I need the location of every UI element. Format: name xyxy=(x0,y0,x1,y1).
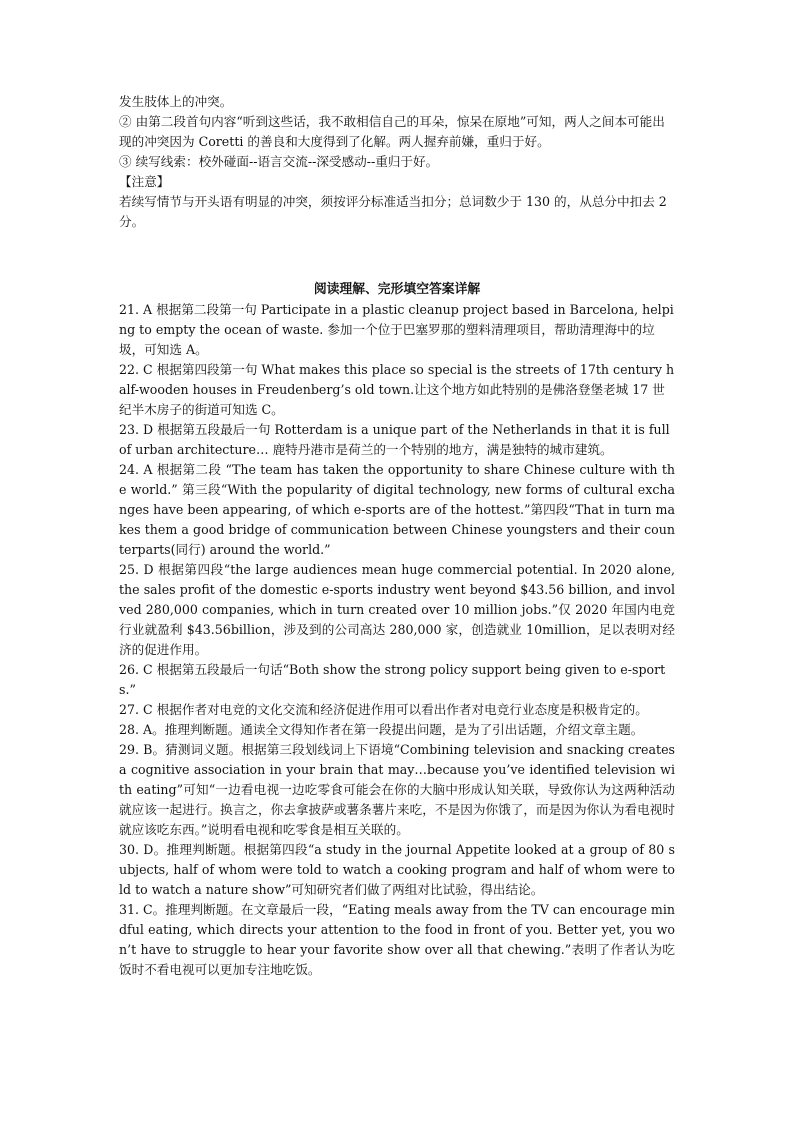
analysis-point-2: ② 由第二段首句内容“听到这些话，我不敢相信自己的耳朵，惊呆在原地”可知，两人之间本可能出现的冲突因为 Coretti 的善良和大度得到了化解。两人握弃前嫌，重归于好。 xyxy=(119,114,665,149)
analysis-point-3: ③ 续写线索：校外碰面--语言交流--深受感动--重归于好。 xyxy=(119,154,439,169)
answer-item-21: 21. A 根据第二段第一句 Participate in a plastic cleanup project based in Barcelona, helping to empty the ocean of waste. 参加一个位于巴塞罗那的塑料清理项目，帮助清理海中的垃圾，可知选 A。 xyxy=(119,302,674,357)
answers-section-title: 阅读理解、完形填空答案详解 xyxy=(313,282,481,297)
answer-item-28: 28. A。推理判断题。通读全文得知作者在第一段提出问题，是为了引出话题，介绍文章主题。 xyxy=(119,722,644,737)
note-text: 若续写情节与开头语有明显的冲突，须按评分标准适当扣分；总词数少于 130 的，从总分中扣去 2分。 xyxy=(119,194,667,229)
note-heading: 【注意】 xyxy=(119,174,170,189)
answer-item-30: 30. D。推理判断题。根据第四段“a study in the journal Appetite looked at a group of 80 subjects, half of whom were told to watch a cooking program and half of whom were told to watch a nature show”可知研究者们做了两组对比试验，得出结论。 xyxy=(119,842,675,897)
answer-item-24: 24. A 根据第二段 “The team has taken the opportunity to share Chinese culture with the world.” 第三段“With the popularity of digital technology, new forms of cultural exchanges have been appearing, of which e-sports are of the hottest.”第四段“That in turn makes them a good bridge of communication between Chinese youngsters and their counterparts(同行) around the world.” xyxy=(119,462,675,557)
document-page xyxy=(119,92,675,980)
continued-line: 发生肢体上的冲突。 xyxy=(119,94,233,109)
answer-item-23: 23. D 根据第五段最后一句 Rotterdam is a unique part of the Netherlands in that it is full of urban architecture… 鹿特丹港市是荷兰的一个特别的地方，满是独特的城市建筑。 xyxy=(119,422,670,457)
answer-item-26: 26. C 根据第五段最后一句话“Both show the strong policy support being given to e-sports.” xyxy=(119,662,666,697)
essay-analysis-section xyxy=(119,92,675,232)
answer-item-29: 29. B。猜测词义题。根据第三段划线词上下语境“Combining television and snacking creates a cognitive association in your brain that may…because you’ve identified television with eating”可知“一边看电视一边吃零食可能会在你的大脑中形成认知关联，导致你认为这两种活动就应该一起进行。换言之，你去拿披萨或薯条薯片来吃，不是因为你饿了，而是因为你认为看电视时就应该吃东西。”说明看电视和吃零食是相互关联的。 xyxy=(119,742,675,837)
answer-item-27: 27. C 根据作者对电竞的文化交流和经济促进作用可以看出作者对电竞行业态度是积极肯定的。 xyxy=(119,702,648,717)
answer-item-25: 25. D 根据第四段“the large audiences mean huge commercial potential. In 2020 alone, the sales profit of the domestic e-sports industry went beyond $43.56 billion, and involved 280,000 companies, which in turn created over 10 million jobs.”仅 2020 年国内电竞行业就盈利 $43.56billion，涉及到的公司高达 280,000 家，创造就业 10million，足以表明对经济的促进作用。 xyxy=(119,562,675,657)
answer-item-31: 31. C。推理判断题。在文章最后一段，“Eating meals away from the TV can encourage mindful eating, which directs your attention to the food in front of you. Better yet, you won’t have to struggle to hear your favorite show over all that chewing.”表明了作者认为吃饭时不看电视可以更加专注地吃饭。 xyxy=(119,902,675,977)
answer-list xyxy=(119,300,675,980)
answer-item-22: 22. C 根据第四段第一句 What makes this place so special is the streets of 17th century half-wooden houses in Freudenberg’s old town.让这个地方如此特别的是佛洛登堡老城 17 世纪半木房子的街道可知选 C。 xyxy=(119,362,675,417)
